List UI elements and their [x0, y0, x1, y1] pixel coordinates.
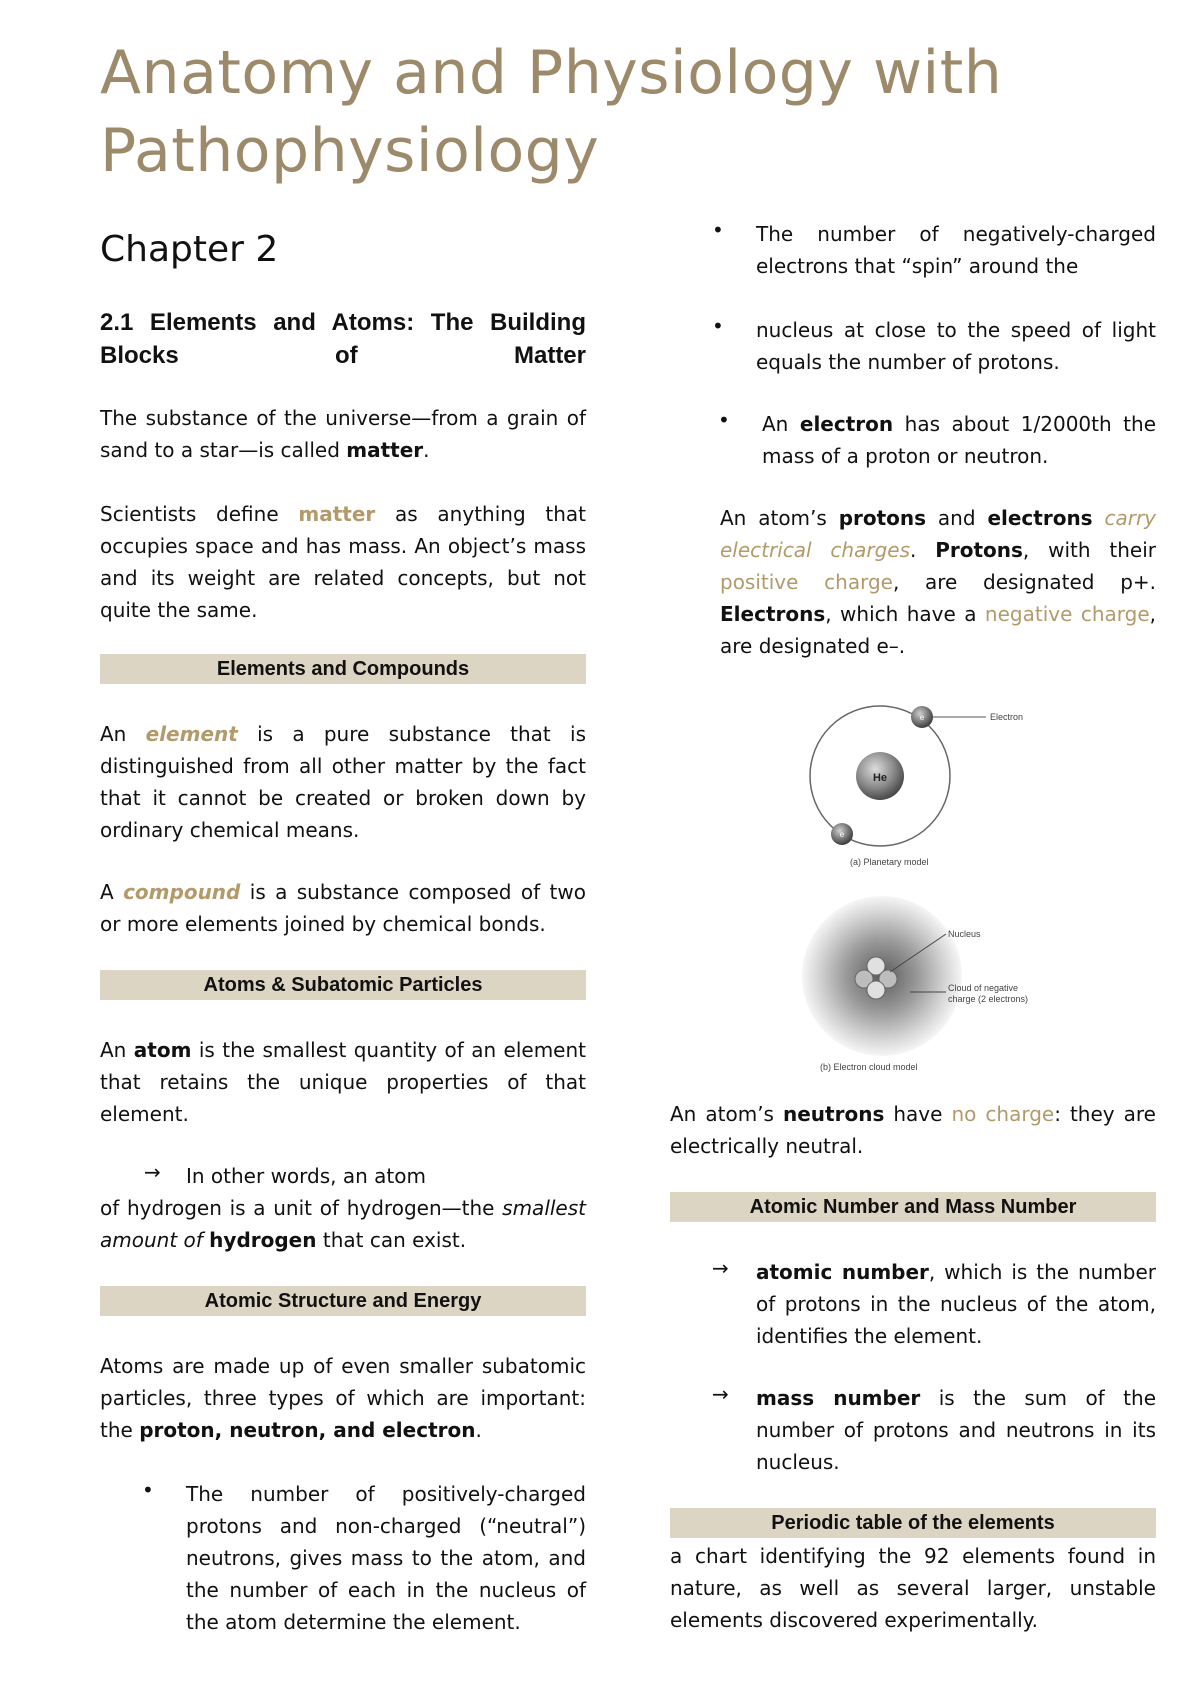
elements-compounds-heading: Elements and Compounds	[100, 654, 586, 684]
nucleus-callout: Nucleus	[948, 929, 981, 939]
atoms-subatomic-heading: Atoms & Subatomic Particles	[100, 970, 586, 1000]
hydrogen-example-line1: In other words, an atom	[186, 1164, 426, 1188]
bullet-icon: •	[712, 218, 724, 242]
compound-definition-paragraph: A compound is a substance composed of two or more elements joined by chemical bonds.	[100, 880, 586, 936]
proton-2	[867, 981, 885, 999]
charges-paragraph: An atom’s protons and electrons carry electrical charges. Protons, with their positive charge, are designated p+. Electrons, which have a negative charge, are designated e–.	[720, 506, 1157, 658]
matter-intro-paragraph: The substance of the universe—from a grain of sand to a star—is called matter.	[100, 406, 586, 462]
electron-top-label: e	[919, 713, 925, 722]
subatomic-particles-paragraph: Atoms are made up of even smaller subatomic particles, three types of which are important: the proton, neutron, and electron.	[100, 1354, 586, 1442]
planetary-caption: (a) Planetary model	[850, 857, 929, 867]
atom-definition-paragraph: An atom is the smallest quantity of an element that retains the unique properties of that element.	[100, 1038, 587, 1126]
electron-mass-bullet: An electron has about 1/2000th the mass of a proton or neutron.	[762, 412, 1157, 468]
electron-bottom-label: e	[839, 830, 845, 839]
hydrogen-example-rest: of hydrogen is a unit of hydrogen—the smallest amount of hydrogen that can exist.	[100, 1196, 586, 1252]
document-title: Anatomy and Physiology with Pathophysiology	[100, 38, 1003, 186]
matter-definition-paragraph: Scientists define matter as anything that occupies space and has mass. An object’s mass and its weight are related concepts, but not quite the same.	[100, 502, 586, 622]
protons-neutrons-bullet: The number of positively-charged protons and non-charged (“neutral”) neutrons, gives mass to the atom, and the number of each in the nucleus of the atom determine the element.	[186, 1482, 586, 1634]
arrow-icon: →	[712, 1382, 729, 1406]
bullet-icon: •	[718, 408, 730, 432]
section-heading: 2.1 Elements and Atoms: The Building Blocks of Matter	[100, 309, 586, 369]
periodic-table-heading: Periodic table of the elements	[670, 1508, 1156, 1538]
atomic-number-item: atomic number, which is the number of protons in the nucleus of the atom, identifies the element.	[756, 1260, 1157, 1348]
arrow-icon: →	[712, 1256, 729, 1280]
helium-label: He	[872, 772, 888, 784]
mass-number-item: mass number is the sum of the number of protons and neutrons in its nucleus.	[756, 1386, 1156, 1474]
cloud-caption: (b) Electron cloud model	[820, 1062, 918, 1072]
arrow-icon: →	[144, 1160, 161, 1184]
atomic-mass-number-heading: Atomic Number and Mass Number	[670, 1192, 1156, 1222]
cloud-callout-2: charge (2 electrons)	[948, 994, 1029, 1004]
electron-callout: Electron	[990, 712, 1024, 722]
atomic-structure-heading: Atomic Structure and Energy	[100, 1286, 586, 1316]
chapter-heading: Chapter 2	[100, 229, 279, 270]
electrons-bullet: The number of negatively-charged electrons that “spin” around the	[756, 222, 1156, 278]
bullet-icon: •	[712, 314, 724, 338]
element-definition-paragraph: An element is a pure substance that is distinguished from all other matter by the fact that it cannot be created or broken down by ordinary chemical means.	[100, 722, 587, 842]
bullet-icon: •	[142, 1478, 154, 1502]
nucleus-speed-bullet: nucleus at close to the speed of light equals the number of protons.	[756, 318, 1156, 374]
atom-models-diagram	[790, 688, 1070, 1078]
cloud-callout-1: Cloud of negative	[948, 983, 1019, 993]
neutrons-paragraph: An atom’s neutrons have no charge: they are electrically neutral.	[670, 1102, 1156, 1158]
periodic-table-paragraph: a chart identifying the 92 elements found in nature, as well as several larger, unstable elements discovered experimentally.	[670, 1544, 1156, 1632]
